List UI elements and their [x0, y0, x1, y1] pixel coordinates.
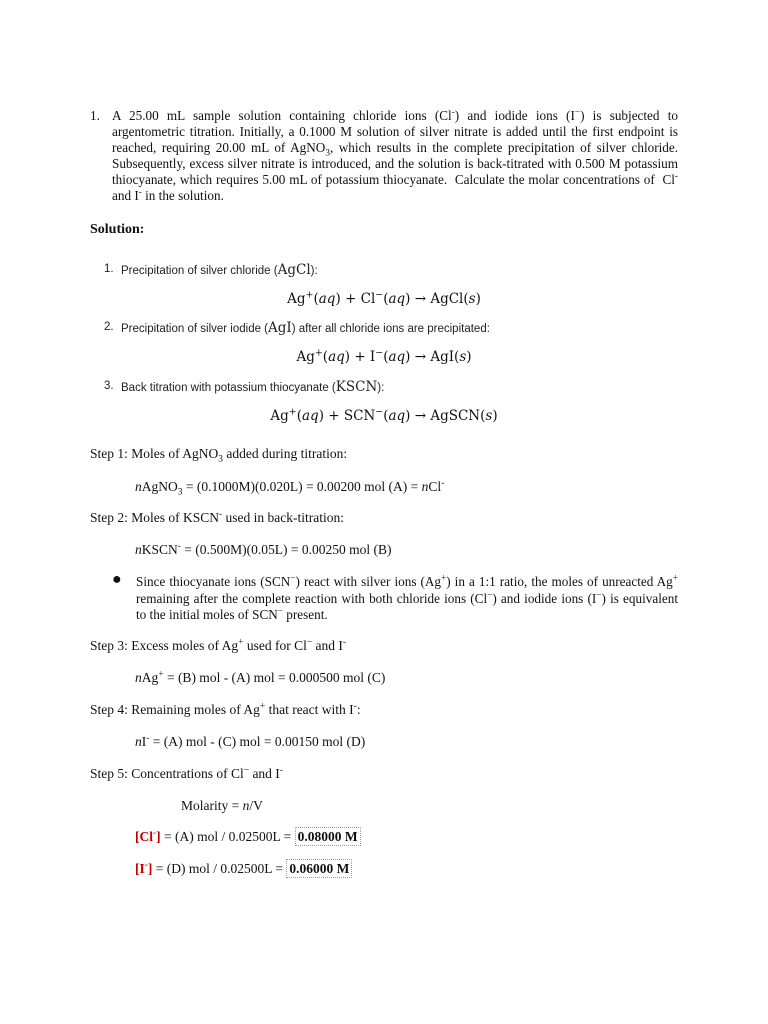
step-2-calculation: nKSCN- = (0.500M)(0.05L) = 0.00250 mol (B): [135, 541, 392, 557]
solution-heading: Solution:: [90, 222, 145, 237]
problem-number: 1.: [90, 108, 100, 123]
problem-statement: A 25.00 mL sample solution containing chloride ions (Cl-) and iodide ions (I−) is subjected to argentometric titration. Initially, a 0.1000 M solution of silver nitrate is added until the first endpoint is reached, requiring 20.00 mL of AgNO$_3$, which results in the complete precipitation of silver chloride. Subsequently, excess silver nitrate is introduced, and the solution is back-titrated with 0.500 M potassium thiocyanate, which requires 5.00 mL of potassium thiocyanate. Calculate the molar concentrations of Cl- and I- in the solution.: [112, 106, 678, 203]
reaction-2-label: Precipitation of silver iodide (AgI) after all chloride ions are precipitated:: [121, 320, 490, 336]
reaction-1-equation: Ag+(aq) + Cl−(aq) → AgCl(s): [287, 289, 481, 307]
reaction-3-label: Back titration with potassium thiocyanate (KSCN):: [121, 379, 385, 395]
step-1-calculation: nAgNO$_3$ = (0.1000M)(0.020L) = 0.00200 mol (A) = nCl-: [135, 478, 445, 498]
reaction-1-label: Precipitation of silver chloride (AgCl):: [121, 262, 318, 278]
result-iodide: [135, 861, 352, 877]
result-chloride: [135, 829, 361, 845]
step-1-heading: Step 1: Moles of AgNO$_3$ added during titration:: [90, 446, 348, 465]
reaction-1-number: 1.: [104, 263, 114, 275]
iodide-concentration-label: [I-]: [135, 860, 153, 876]
chloride-expression: = (A) mol / 0.02500L =: [160, 829, 295, 844]
chloride-concentration-label: [Cl-]: [135, 828, 161, 844]
step-4-calculation: nI- = (A) mol - (C) mol = 0.00150 mol (D): [135, 733, 366, 749]
reaction-3-equation: Ag+(aq) + SCN−(aq) → AgSCN(s): [270, 406, 498, 424]
reaction-2-number: 2.: [104, 321, 114, 333]
iodide-expression: = (D) mol / 0.02500L =: [152, 861, 287, 876]
step-2-heading: Step 2: Moles of KSCN- used in back-titration:: [90, 509, 345, 525]
step-3-calculation: nAg+ = (B) mol - (A) mol = 0.000500 mol (C): [135, 669, 386, 685]
reaction-2-equation: Ag+(aq) + I−(aq) → AgI(s): [296, 347, 472, 365]
step-3-heading: Step 3: Excess moles of Ag+ used for Cl− and I-: [90, 637, 347, 653]
step-4-heading: Step 4: Remaining moles of Ag+ that react with I-:: [90, 701, 361, 717]
bullet-note: Since thiocyanate ions (SCN−) react with silver ions (Ag+) in a 1:1 ratio, the moles of unreacted Ag+ remaining after the complete reaction with both chloride ions (Cl−) and iodide ions (I−) is equivalent to the initial moles of SCN− present.: [136, 572, 678, 622]
molarity-formula: Molarity = n/V: [181, 798, 263, 813]
chloride-answer: 0.08000 M: [295, 827, 361, 846]
bullet-icon: ●: [112, 571, 122, 588]
iodide-answer: 0.06000 M: [286, 859, 352, 878]
reaction-3-number: 3.: [104, 380, 114, 392]
step-5-heading: Step 5: Concentrations of Cl− and I-: [90, 765, 283, 781]
